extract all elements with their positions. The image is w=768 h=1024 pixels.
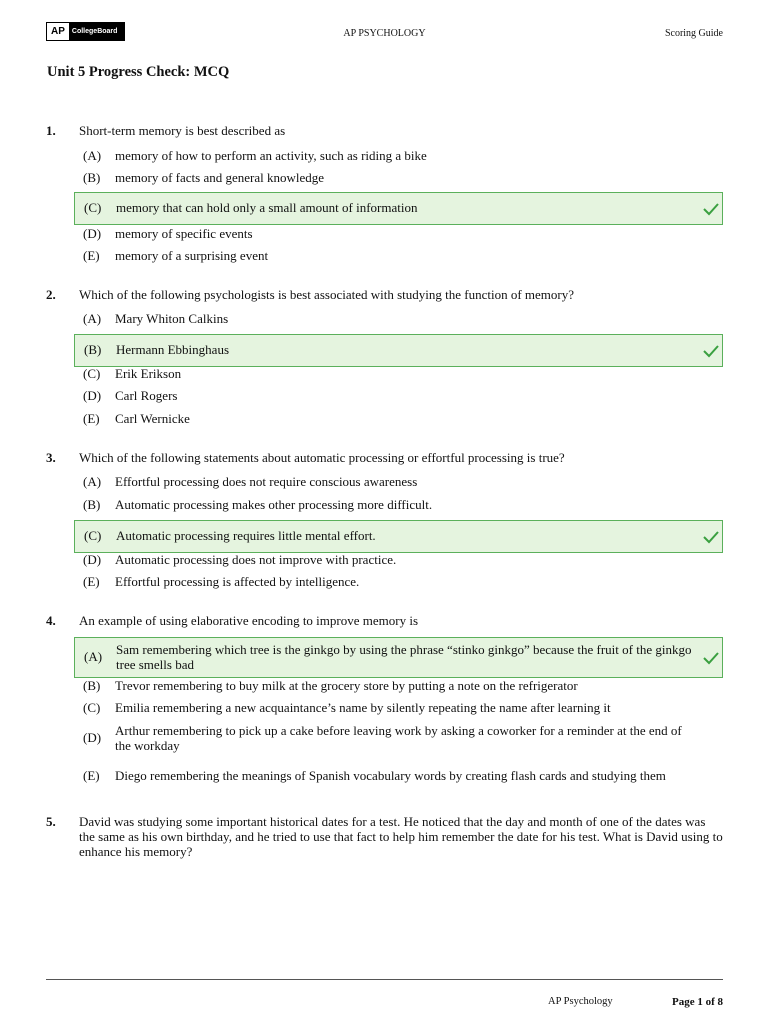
question-number: 4. — [46, 613, 56, 628]
option-text: Sam remembering which tree is the ginkgo by using the phrase “stinko ginkgo” because the fruit of the ginkgo tree smells bad — [116, 642, 692, 672]
header-subject: AP PSYCHOLOGY — [343, 28, 426, 39]
question-number: 1. — [46, 123, 56, 138]
page-title: Unit 5 Progress Check: MCQ — [47, 64, 230, 80]
option-c-correct[interactable] — [74, 520, 723, 553]
option-letter: (E) — [83, 410, 100, 426]
question-number: 5. — [46, 814, 56, 829]
question-stem: David was studying some important historical dates for a test. He noticed that the day and month of one of the dates was the same as his own birthday, and he tried to use that fact to help him remember the date for his test. What is David using to enhance his memory? — [79, 814, 723, 859]
option-text: Automatic processing makes other processing more difficult. — [115, 496, 433, 512]
correct-check-icon — [702, 344, 720, 358]
logo-ap: AP — [47, 23, 69, 40]
option-text: memory of specific events — [115, 225, 253, 241]
option-text: memory that can hold only a small amount of information — [116, 200, 418, 216]
option-e[interactable] — [74, 574, 723, 590]
correct-check-icon — [702, 651, 720, 665]
option-c[interactable] — [74, 366, 723, 382]
option-letter: (E) — [83, 768, 100, 784]
option-e[interactable] — [74, 760, 723, 793]
question-stem: Which of the following statements about automatic processing or effortful processing is true? — [79, 450, 565, 465]
option-letter: (D) — [83, 551, 102, 567]
option-letter: (D) — [83, 225, 102, 241]
option-text: Mary Whiton Calkins — [115, 310, 229, 326]
correct-check-icon — [702, 202, 720, 216]
option-a[interactable] — [74, 474, 723, 490]
page-header — [46, 22, 723, 44]
option-text: Diego remembering the meanings of Spanish vocabulary words by creating flash cards and studying them — [115, 768, 666, 784]
option-e[interactable] — [74, 411, 723, 427]
option-b-correct[interactable] — [74, 334, 723, 367]
option-letter: (C) — [84, 200, 102, 216]
question-stem: An example of using elaborative encoding to improve memory is — [79, 613, 418, 628]
option-letter: (B) — [83, 169, 101, 185]
option-text: Trevor remembering to buy milk at the grocery store by putting a note on the refrigerator — [115, 677, 578, 693]
option-letter: (D) — [83, 387, 102, 403]
question-number: 2. — [46, 287, 56, 302]
option-letter: (B) — [83, 677, 101, 693]
option-text: Arthur remembering to pick up a cake before leaving work by asking a coworker for a reminder at the end of the workday — [115, 723, 682, 753]
option-c[interactable] — [74, 700, 723, 716]
option-text: memory of facts and general knowledge — [115, 169, 325, 185]
logo-collegeboard: CollegeBoard — [69, 23, 124, 40]
option-text: Erik Erikson — [115, 365, 182, 381]
option-a[interactable] — [74, 148, 723, 164]
option-text: Carl Wernicke — [115, 410, 190, 426]
header-scoring-guide: Scoring Guide — [664, 28, 723, 39]
option-b[interactable] — [74, 678, 723, 694]
option-b[interactable] — [74, 497, 723, 513]
option-d[interactable] — [74, 722, 723, 755]
question-number: 3. — [46, 450, 56, 465]
option-text: Effortful processing is affected by intelligence. — [115, 573, 360, 589]
option-letter: (A) — [84, 649, 103, 665]
option-letter: (A) — [83, 147, 102, 163]
option-a-correct[interactable] — [74, 637, 723, 678]
option-c-correct[interactable] — [74, 192, 723, 225]
question-stem: Short-term memory is best described as — [79, 123, 286, 138]
option-a[interactable] — [74, 311, 723, 327]
option-letter: (E) — [83, 247, 100, 263]
option-text: memory of how to perform an activity, such as riding a bike — [115, 147, 427, 163]
option-text: Effortful processing does not require conscious awareness — [115, 473, 418, 489]
option-text: Automatic processing does not improve with practice. — [115, 551, 397, 567]
option-d[interactable] — [74, 226, 723, 242]
option-e[interactable] — [74, 248, 723, 264]
correct-check-icon — [702, 530, 720, 544]
option-text: Hermann Ebbinghaus — [116, 342, 230, 358]
option-d[interactable] — [74, 388, 723, 404]
option-d[interactable] — [74, 552, 723, 568]
option-text: Carl Rogers — [115, 387, 178, 403]
option-text: Emilia remembering a new acquaintance’s name by silently repeating the name after learning it — [115, 699, 611, 715]
footer-page-number: Page 1 of 8 — [671, 996, 723, 1008]
option-letter: (E) — [83, 573, 100, 589]
option-letter: (A) — [83, 310, 102, 326]
option-letter: (C) — [83, 699, 101, 715]
option-letter: (B) — [84, 342, 102, 358]
option-letter: (B) — [83, 496, 101, 512]
footer-divider — [46, 979, 723, 980]
footer-subject: AP Psychology — [548, 996, 613, 1007]
option-text: Automatic processing requires little mental effort. — [116, 528, 376, 544]
option-b[interactable] — [74, 170, 723, 186]
option-text: memory of a surprising event — [115, 247, 269, 263]
option-letter: (A) — [83, 473, 102, 489]
option-letter: (D) — [83, 730, 102, 746]
question-stem: Which of the following psychologists is best associated with studying the function of memory? — [79, 287, 575, 302]
option-letter: (C) — [84, 528, 102, 544]
option-letter: (C) — [83, 365, 101, 381]
